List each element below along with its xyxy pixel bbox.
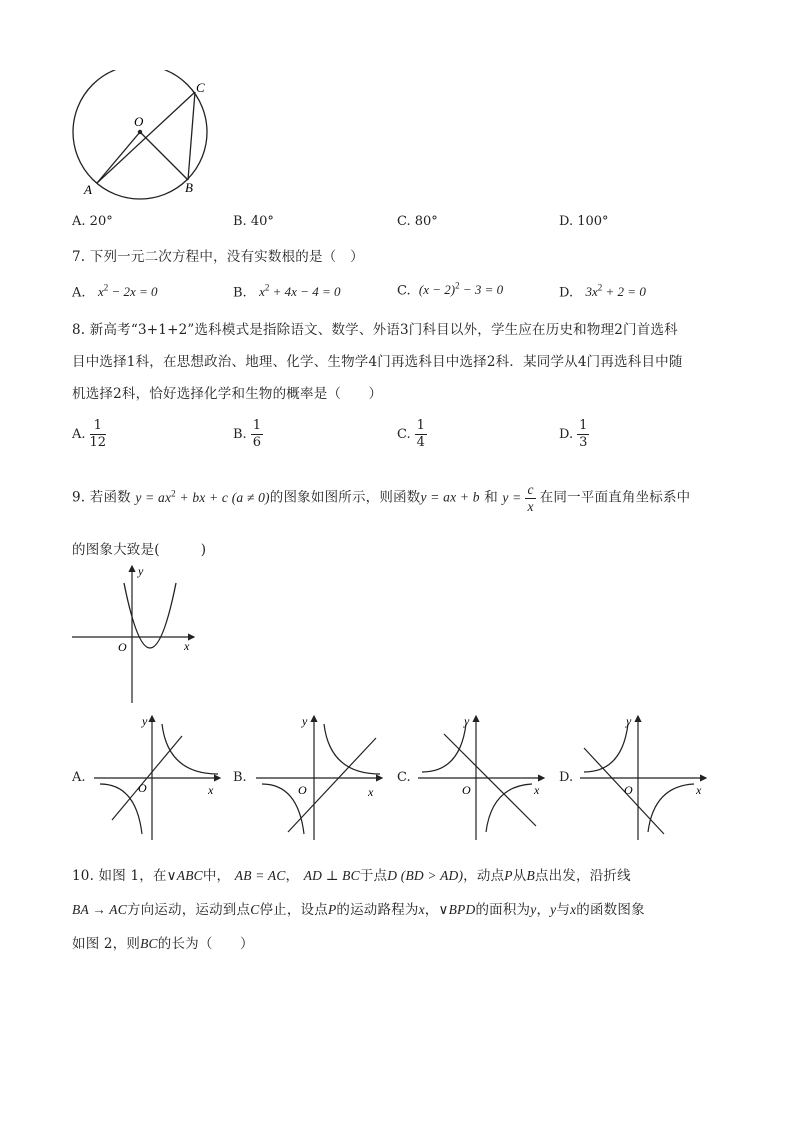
option-expr: $x^2 - 2x = 0$ bbox=[97, 283, 158, 300]
option-expr: $x^2 + 4x - 4 = 0$ bbox=[259, 283, 341, 300]
option-letter: B. bbox=[233, 285, 247, 301]
segment-ob bbox=[140, 132, 188, 180]
q6-option-d[interactable] bbox=[559, 214, 609, 229]
line-graph bbox=[444, 734, 536, 826]
q7-option-d[interactable] bbox=[559, 283, 646, 300]
fraction: $\frac{1}{3}$ bbox=[579, 418, 588, 450]
label-a: A bbox=[84, 182, 92, 197]
q8-line-2: 目中选择1科，在思想政治、地理、化学、生物学4门再选科目中选择2科．某同学从4门再选科目中随 bbox=[72, 354, 683, 370]
segment-cb bbox=[188, 92, 195, 180]
option-letter: D. bbox=[559, 214, 574, 229]
q9-option-a-letter[interactable]: A. bbox=[72, 770, 86, 785]
option-letter: D. bbox=[559, 285, 574, 301]
q9-option-c-graph[interactable] bbox=[414, 712, 549, 844]
option-expr: $(x - 2)^2 - 3 = 0$ bbox=[418, 281, 504, 298]
fraction: $\frac{1}{6}$ bbox=[252, 418, 261, 450]
o-label: O bbox=[138, 781, 147, 795]
label-b: B bbox=[185, 180, 193, 195]
option-text: 100° bbox=[577, 214, 609, 229]
x-label: x bbox=[208, 783, 214, 797]
q7-option-b[interactable] bbox=[233, 283, 340, 300]
q9-option-c-letter[interactable]: C. bbox=[397, 770, 411, 785]
q9-line-1: 9. 若函数 $y = ax^2$ + bx + c (a ≠ 0)的图象如图所示，则函数y = ax + b 和 y = $\frac{c}{x}$ 在同一平面直角坐标系中 bbox=[72, 482, 691, 514]
q7-stem: 7. 下列一元二次方程中，没有实数根的是（ ） bbox=[72, 249, 364, 265]
x-label: x bbox=[368, 785, 374, 799]
label-o: O bbox=[134, 114, 144, 129]
x-label: x bbox=[184, 639, 190, 653]
q8-option-b[interactable] bbox=[233, 418, 267, 451]
hyperbola-branch-1 bbox=[324, 724, 380, 774]
fraction: $\frac{1}{12}$ bbox=[89, 418, 107, 450]
o-label: O bbox=[462, 783, 471, 797]
y-label: y bbox=[142, 714, 148, 728]
q8-option-c[interactable] bbox=[397, 418, 431, 451]
segment-ac bbox=[97, 92, 195, 183]
q6-option-a[interactable] bbox=[72, 214, 113, 229]
q8-option-a[interactable] bbox=[72, 418, 110, 451]
q8-option-d[interactable] bbox=[559, 418, 593, 451]
x-label: x bbox=[696, 783, 702, 797]
option-text: 20° bbox=[89, 214, 113, 229]
q10-line-2: BA → AC方向运动，运动到点C停止，设点P的运动路程为x，∨BPD的面积为y，y与x的函数图象 bbox=[72, 902, 645, 918]
option-letter: A. bbox=[72, 427, 86, 442]
circle-figure bbox=[66, 70, 226, 200]
option-letter: A. bbox=[72, 214, 86, 229]
parabola-graph bbox=[68, 563, 198, 708]
option-expr: $3x^2 + 2 = 0$ bbox=[585, 283, 646, 300]
q6-option-c[interactable] bbox=[397, 214, 438, 229]
q7-option-a[interactable] bbox=[72, 283, 158, 300]
q9-option-b-graph[interactable] bbox=[252, 712, 387, 844]
fraction: $\frac{1}{4}$ bbox=[416, 418, 425, 450]
o-label: O bbox=[118, 640, 127, 654]
q9-option-d-graph[interactable] bbox=[576, 712, 711, 844]
y-label: y bbox=[302, 714, 308, 728]
q7-option-c[interactable] bbox=[397, 281, 503, 298]
option-letter: C. bbox=[397, 214, 411, 229]
option-letter: A. bbox=[72, 285, 86, 301]
option-letter: B. bbox=[233, 427, 247, 442]
y-label: y bbox=[464, 714, 470, 728]
reciprocal-function: y = $\frac{c}{x}$ bbox=[502, 482, 534, 514]
q9-option-a-graph[interactable] bbox=[90, 712, 225, 844]
q8-line-1: 8. 新高考“3+1+2”选科模式是指除语文、数学、外语3门科目以外，学生应在历史和物理2门首选科 bbox=[72, 322, 678, 338]
hyperbola-branch-1 bbox=[584, 724, 628, 772]
option-letter: D. bbox=[559, 427, 574, 442]
segment-ao bbox=[97, 132, 140, 183]
q9-option-b-letter[interactable]: B. bbox=[233, 770, 247, 785]
hyperbola-branch-2 bbox=[486, 784, 532, 832]
hyperbola-branch-1 bbox=[422, 724, 466, 772]
option-letter: C. bbox=[397, 283, 411, 299]
q9-option-d-letter[interactable]: D. bbox=[559, 770, 574, 785]
linear-function: y = ax + b bbox=[420, 489, 480, 505]
o-label: O bbox=[624, 783, 633, 797]
center-point bbox=[138, 130, 142, 134]
option-letter: C. bbox=[397, 427, 411, 442]
y-label: y bbox=[138, 564, 144, 578]
y-label: y bbox=[626, 714, 632, 728]
x-label: x bbox=[534, 783, 540, 797]
q8-line-3: 机选择2科，恰好选择化学和生物的概率是（ ） bbox=[72, 386, 383, 402]
option-letter: B. bbox=[233, 214, 247, 229]
o-label: O bbox=[298, 783, 307, 797]
label-c: C bbox=[196, 80, 205, 95]
option-text: 40° bbox=[250, 214, 274, 229]
q10-line-1: 10. 如图 1，在∨ABC中， AB = AC， AD ⊥ BC于点D (BD > AD)，动点P从B点出发，沿折线 bbox=[72, 868, 631, 884]
option-text: 80° bbox=[414, 214, 438, 229]
quadratic-function: $y = ax^2$ + bx + c (a ≠ 0) bbox=[135, 488, 270, 505]
q10-line-3: 如图 2，则BC的长为（ ） bbox=[72, 936, 254, 952]
q9-line-2: 的图象大致是( ) bbox=[72, 542, 207, 558]
q6-option-b[interactable] bbox=[233, 214, 274, 229]
